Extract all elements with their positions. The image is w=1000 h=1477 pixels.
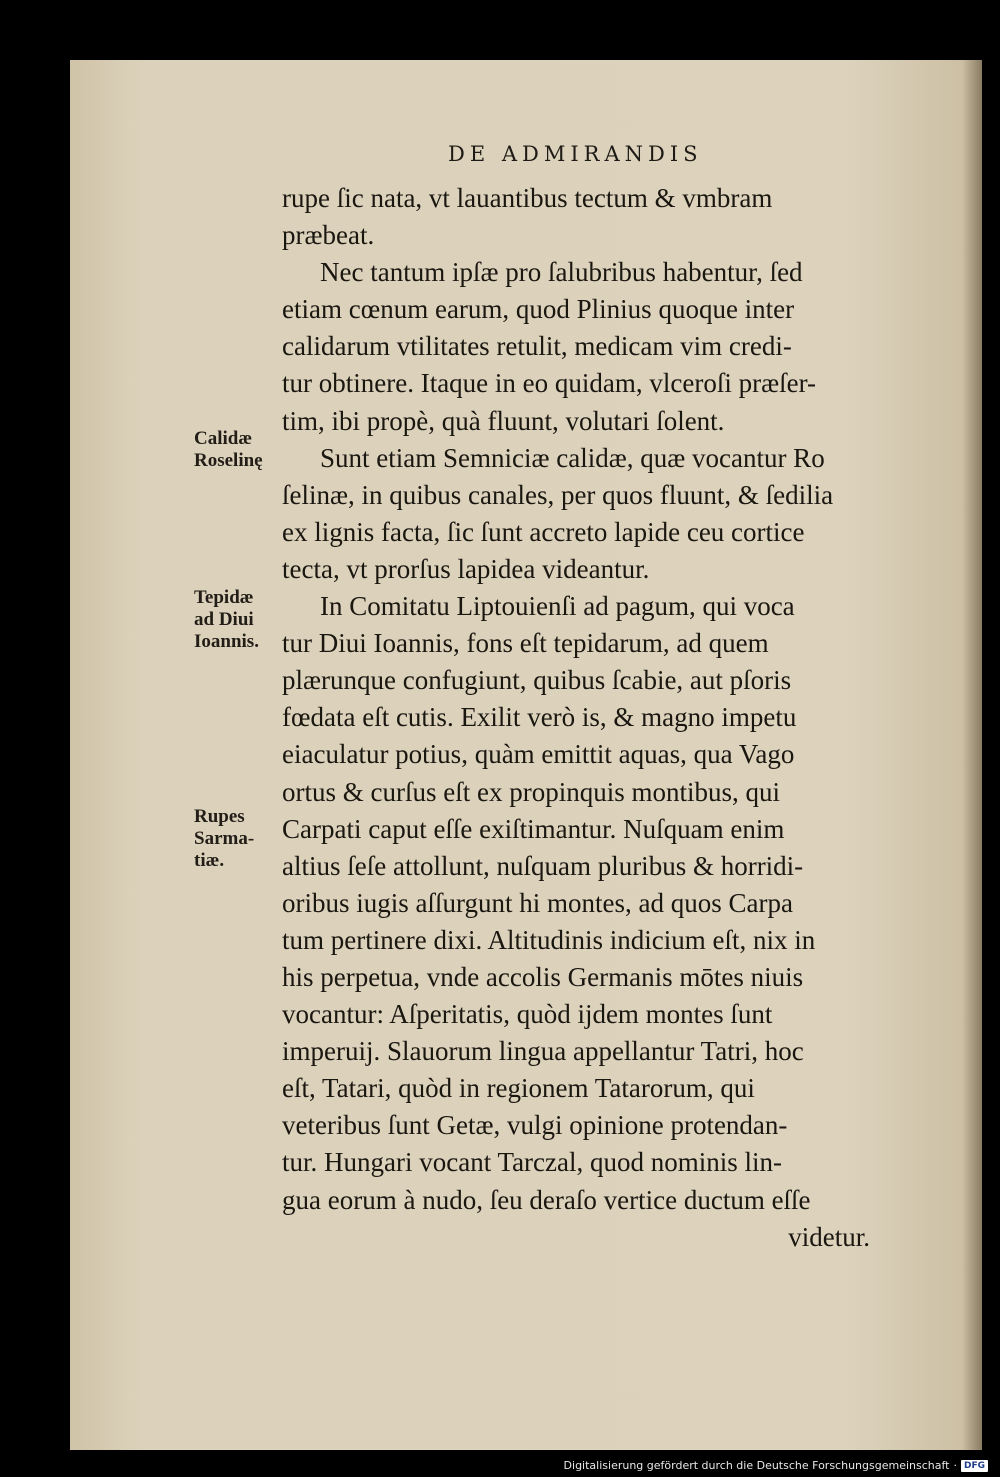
marginal-note-line: Calidæ xyxy=(194,428,253,449)
text-line: calidarum vtilitates retulit, medicam vim credi- xyxy=(282,331,792,362)
text-line: tur Diui Ioannis, fons eſt tepidarum, ad quem xyxy=(282,628,769,659)
digitization-footer xyxy=(564,1459,988,1472)
marginal-note-tepidae xyxy=(194,587,259,653)
text-line: Nec tantum ipſæ pro ſalubribus habentur, ſed xyxy=(320,257,803,288)
text-line: In Comitatu Liptouienſi ad pagum, qui voca xyxy=(320,591,795,622)
text-line: eſt, Tatari, quòd in regionem Tatarorum, qui xyxy=(282,1073,755,1104)
text-line: gua eorum à nudo, ſeu deraſo vertice ductum eſſe xyxy=(282,1184,811,1215)
text-line: tur. Hungari vocant Tarczal, quod nominis lin- xyxy=(282,1147,783,1178)
text-line: ex lignis facta, ſic ſunt accreto lapide ceu cortice xyxy=(282,516,805,547)
marginal-note-line: Roselinę xyxy=(194,450,263,471)
text-line: tim, ibi propè, quà fluunt, volutari ſolent. xyxy=(282,405,725,436)
text-line: Carpati caput eſſe exiſtimantur. Nuſquam enim xyxy=(282,813,785,844)
marginal-note-calidae xyxy=(194,428,263,472)
text-line: præbeat. xyxy=(282,220,375,251)
marginal-note-line: ad Diui xyxy=(194,609,254,630)
text-line: tum pertinere dixi. Altitudinis indicium eſt, nix in xyxy=(282,924,816,955)
body-text xyxy=(282,180,882,1256)
marginal-note-rupes xyxy=(194,806,254,872)
marginal-note-line: Rupes xyxy=(194,806,245,827)
text-line: rupe ſic nata, vt lauantibus tectum & vmbram xyxy=(282,183,773,213)
text-line: veteribus ſunt Getæ, vulgi opinione protendan- xyxy=(282,1110,788,1141)
text-line: his perpetua, vnde accolis Germanis mōtes niuis xyxy=(282,961,804,992)
marginal-note-line: Ioannis. xyxy=(194,631,259,652)
text-line: vocantur: Aſperitatis, quòd ijdem montes ſunt xyxy=(282,999,773,1030)
text-line: oribus iugis aſſurgunt hi montes, ad quos Carpa xyxy=(282,887,793,918)
text-line: ortus & curſus eſt ex propinquis montibus, qui xyxy=(282,776,780,807)
running-head: DE ADMIRANDIS xyxy=(448,142,703,166)
marginal-note-line: tiæ. xyxy=(194,850,225,871)
text-line: fœdata eſt cutis. Exilit verò is, & magno impetu xyxy=(282,702,797,733)
marginal-note-line: Tepidæ xyxy=(194,587,254,608)
text-line: imperuij. Slauorum lingua appellantur Tatri, hoc xyxy=(282,1036,804,1067)
text-line: eiaculatur potius, quàm emittit aquas, qua Vago xyxy=(282,739,795,770)
text-line: ſelinæ, in quibus canales, per quos fluunt, & ſedilia xyxy=(282,479,834,510)
text-line: videtur. xyxy=(788,1221,870,1252)
text-line: etiam cœnum earum, quod Plinius quoque inter xyxy=(282,294,795,325)
text-line: plærunque confugiunt, quibus ſcabie, aut pſoris xyxy=(282,665,792,696)
dfg-logo-icon: DFG xyxy=(961,1460,988,1472)
text-line: tecta, vt prorſus lapidea videantur. xyxy=(282,553,650,584)
footer-text: Digitalisierung gefördert durch die Deutsche Forschungsgemeinschaft xyxy=(563,1459,950,1472)
text-line: Sunt etiam Semniciæ calidæ, quæ vocantur Ro xyxy=(320,442,825,473)
text-line: altius ſeſe attollunt, nuſquam pluribus & horridi- xyxy=(282,850,804,881)
marginal-note-line: Sarma- xyxy=(194,828,255,849)
text-line: tur obtinere. Itaque in eo quidam, vlceroſi præſer- xyxy=(282,368,817,399)
page-edge-shadow xyxy=(962,60,982,1450)
footer-separator: · xyxy=(953,1459,957,1472)
